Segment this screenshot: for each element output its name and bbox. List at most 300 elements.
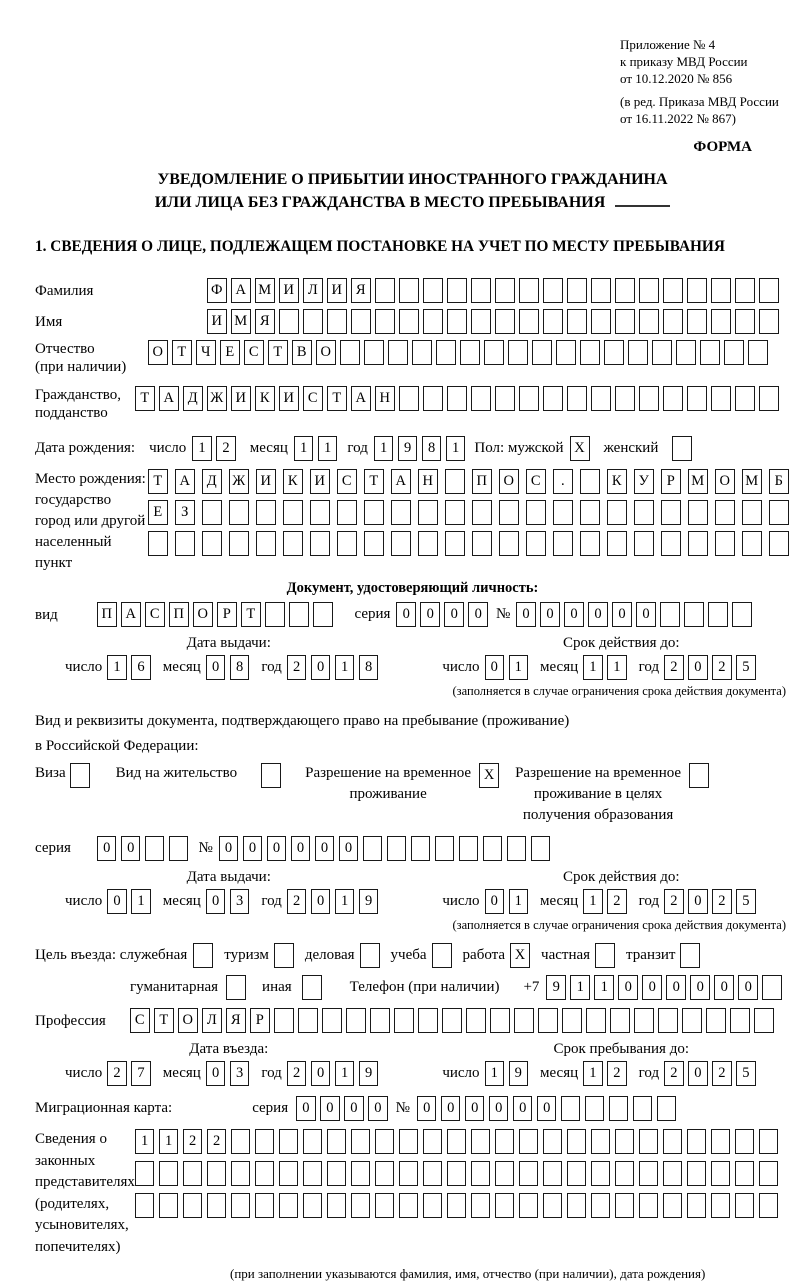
form-cell[interactable] bbox=[615, 1193, 635, 1218]
form-cell[interactable] bbox=[490, 1008, 510, 1033]
form-cell[interactable] bbox=[207, 1161, 227, 1186]
form-cell[interactable] bbox=[556, 340, 576, 365]
form-cell[interactable]: И bbox=[310, 469, 330, 494]
form-cell[interactable] bbox=[327, 1161, 347, 1186]
form-cell[interactable] bbox=[394, 1008, 414, 1033]
form-cell[interactable] bbox=[748, 340, 768, 365]
form-cell[interactable] bbox=[658, 1008, 678, 1033]
form-cell[interactable]: Т bbox=[148, 469, 168, 494]
form-cell[interactable] bbox=[607, 500, 627, 525]
form-cell[interactable] bbox=[663, 309, 683, 334]
form-cell[interactable] bbox=[423, 386, 443, 411]
form-cell[interactable] bbox=[340, 340, 360, 365]
form-cell[interactable]: 2 bbox=[287, 655, 307, 680]
form-cell[interactable] bbox=[375, 309, 395, 334]
form-cell[interactable] bbox=[471, 278, 491, 303]
form-cell[interactable] bbox=[447, 1193, 467, 1218]
form-cell[interactable]: 2 bbox=[287, 1061, 307, 1086]
form-cell[interactable] bbox=[436, 340, 456, 365]
form-cell[interactable] bbox=[519, 278, 539, 303]
form-cell[interactable]: 0 bbox=[537, 1096, 557, 1121]
form-cell[interactable] bbox=[159, 1193, 179, 1218]
form-cell[interactable]: А bbox=[391, 469, 411, 494]
form-cell[interactable]: 7 bbox=[131, 1061, 151, 1086]
form-cell[interactable] bbox=[351, 1161, 371, 1186]
form-cell[interactable] bbox=[687, 1161, 707, 1186]
form-cell[interactable] bbox=[567, 386, 587, 411]
form-cell[interactable] bbox=[735, 1193, 755, 1218]
form-cell[interactable] bbox=[634, 1008, 654, 1033]
form-cell[interactable] bbox=[769, 531, 789, 556]
form-cell[interactable] bbox=[610, 1008, 630, 1033]
form-cell[interactable] bbox=[442, 1008, 462, 1033]
form-cell[interactable]: 2 bbox=[664, 655, 684, 680]
form-cell[interactable]: 0 bbox=[311, 655, 331, 680]
form-cell[interactable] bbox=[519, 386, 539, 411]
form-cell[interactable]: 1 bbox=[294, 436, 314, 461]
form-cell[interactable] bbox=[730, 1008, 750, 1033]
form-cell[interactable]: М bbox=[255, 278, 275, 303]
form-cell[interactable] bbox=[759, 1161, 779, 1186]
residence-permit-checkbox[interactable] bbox=[261, 763, 281, 788]
form-cell[interactable] bbox=[660, 602, 680, 627]
form-cell[interactable]: М bbox=[688, 469, 708, 494]
form-cell[interactable]: Т bbox=[327, 386, 347, 411]
form-cell[interactable]: 0 bbox=[107, 889, 127, 914]
form-cell[interactable] bbox=[364, 340, 384, 365]
form-cell[interactable]: О bbox=[715, 469, 735, 494]
form-cell[interactable] bbox=[567, 1193, 587, 1218]
form-cell[interactable] bbox=[447, 386, 467, 411]
form-cell[interactable]: Н bbox=[375, 386, 395, 411]
form-cell[interactable] bbox=[364, 500, 384, 525]
form-cell[interactable]: 3 bbox=[230, 889, 250, 914]
form-cell[interactable] bbox=[688, 500, 708, 525]
form-cell[interactable]: 0 bbox=[420, 602, 440, 627]
form-cell[interactable] bbox=[508, 340, 528, 365]
form-cell[interactable] bbox=[688, 531, 708, 556]
form-cell[interactable] bbox=[175, 531, 195, 556]
form-cell[interactable] bbox=[471, 386, 491, 411]
form-cell[interactable]: 2 bbox=[216, 436, 236, 461]
form-cell[interactable]: С bbox=[303, 386, 323, 411]
form-cell[interactable] bbox=[526, 531, 546, 556]
form-cell[interactable] bbox=[310, 500, 330, 525]
form-cell[interactable]: Н bbox=[418, 469, 438, 494]
form-cell[interactable] bbox=[567, 1161, 587, 1186]
form-cell[interactable] bbox=[543, 1193, 563, 1218]
form-cell[interactable]: 0 bbox=[489, 1096, 509, 1121]
sex-female-checkbox[interactable] bbox=[672, 436, 692, 461]
form-cell[interactable]: М bbox=[231, 309, 251, 334]
form-cell[interactable]: 0 bbox=[690, 975, 710, 1000]
form-cell[interactable] bbox=[351, 1129, 371, 1154]
form-cell[interactable] bbox=[732, 602, 752, 627]
form-cell[interactable]: 9 bbox=[509, 1061, 529, 1086]
form-cell[interactable] bbox=[391, 531, 411, 556]
form-cell[interactable] bbox=[759, 309, 779, 334]
form-cell[interactable] bbox=[735, 309, 755, 334]
form-cell[interactable] bbox=[327, 309, 347, 334]
form-cell[interactable]: 8 bbox=[422, 436, 442, 461]
form-cell[interactable]: 0 bbox=[485, 655, 505, 680]
form-cell[interactable] bbox=[519, 1193, 539, 1218]
form-cell[interactable]: 1 bbox=[374, 436, 394, 461]
form-cell[interactable] bbox=[495, 309, 515, 334]
form-cell[interactable] bbox=[399, 386, 419, 411]
form-cell[interactable] bbox=[676, 340, 696, 365]
form-cell[interactable]: 0 bbox=[516, 602, 536, 627]
form-cell[interactable] bbox=[604, 340, 624, 365]
form-cell[interactable] bbox=[145, 836, 165, 861]
form-cell[interactable]: Д bbox=[202, 469, 222, 494]
form-cell[interactable] bbox=[231, 1129, 251, 1154]
form-cell[interactable] bbox=[370, 1008, 390, 1033]
form-cell[interactable] bbox=[607, 531, 627, 556]
form-cell[interactable]: 9 bbox=[359, 1061, 379, 1086]
form-cell[interactable]: 2 bbox=[183, 1129, 203, 1154]
form-cell[interactable]: 8 bbox=[230, 655, 250, 680]
form-cell[interactable] bbox=[715, 531, 735, 556]
form-cell[interactable]: 0 bbox=[396, 602, 416, 627]
form-cell[interactable]: О bbox=[178, 1008, 198, 1033]
form-cell[interactable] bbox=[423, 1193, 443, 1218]
form-cell[interactable] bbox=[759, 278, 779, 303]
form-cell[interactable] bbox=[661, 531, 681, 556]
form-cell[interactable] bbox=[375, 278, 395, 303]
form-cell[interactable]: И bbox=[279, 386, 299, 411]
form-cell[interactable] bbox=[700, 340, 720, 365]
form-cell[interactable] bbox=[399, 1193, 419, 1218]
form-cell[interactable] bbox=[735, 386, 755, 411]
form-cell[interactable]: 0 bbox=[564, 602, 584, 627]
form-cell[interactable] bbox=[585, 1096, 605, 1121]
form-cell[interactable] bbox=[255, 1129, 275, 1154]
form-cell[interactable]: 1 bbox=[583, 1061, 603, 1086]
form-cell[interactable]: 2 bbox=[664, 1061, 684, 1086]
form-cell[interactable]: Я bbox=[351, 278, 371, 303]
form-cell[interactable]: 0 bbox=[243, 836, 263, 861]
form-cell[interactable] bbox=[337, 531, 357, 556]
form-cell[interactable] bbox=[423, 309, 443, 334]
form-cell[interactable] bbox=[682, 1008, 702, 1033]
form-cell[interactable] bbox=[639, 1129, 659, 1154]
form-cell[interactable] bbox=[553, 500, 573, 525]
form-cell[interactable]: 9 bbox=[359, 889, 379, 914]
form-cell[interactable]: Т bbox=[154, 1008, 174, 1033]
form-cell[interactable]: Р bbox=[250, 1008, 270, 1033]
form-cell[interactable] bbox=[183, 1161, 203, 1186]
form-cell[interactable]: 0 bbox=[339, 836, 359, 861]
form-cell[interactable]: Т bbox=[241, 602, 261, 627]
form-cell[interactable] bbox=[363, 836, 383, 861]
form-cell[interactable]: 1 bbox=[570, 975, 590, 1000]
form-cell[interactable]: 8 bbox=[359, 655, 379, 680]
form-cell[interactable] bbox=[514, 1008, 534, 1033]
visa-checkbox[interactable] bbox=[70, 763, 90, 788]
form-cell[interactable] bbox=[327, 1193, 347, 1218]
form-cell[interactable]: 0 bbox=[485, 889, 505, 914]
form-cell[interactable] bbox=[661, 500, 681, 525]
form-cell[interactable]: 2 bbox=[712, 889, 732, 914]
form-cell[interactable]: . bbox=[553, 469, 573, 494]
form-cell[interactable]: Я bbox=[255, 309, 275, 334]
form-cell[interactable]: 0 bbox=[441, 1096, 461, 1121]
form-cell[interactable]: 1 bbox=[446, 436, 466, 461]
form-cell[interactable] bbox=[447, 309, 467, 334]
form-cell[interactable] bbox=[499, 500, 519, 525]
form-cell[interactable] bbox=[135, 1193, 155, 1218]
form-cell[interactable] bbox=[591, 309, 611, 334]
form-cell[interactable] bbox=[591, 386, 611, 411]
form-cell[interactable] bbox=[303, 309, 323, 334]
form-cell[interactable] bbox=[265, 602, 285, 627]
form-cell[interactable]: 5 bbox=[736, 1061, 756, 1086]
form-cell[interactable] bbox=[283, 500, 303, 525]
form-cell[interactable] bbox=[687, 1193, 707, 1218]
form-cell[interactable] bbox=[711, 278, 731, 303]
form-cell[interactable] bbox=[399, 1161, 419, 1186]
form-cell[interactable] bbox=[762, 975, 782, 1000]
form-cell[interactable] bbox=[615, 278, 635, 303]
form-cell[interactable]: Е bbox=[220, 340, 240, 365]
purpose-official-checkbox[interactable] bbox=[193, 943, 213, 968]
form-cell[interactable] bbox=[183, 1193, 203, 1218]
form-cell[interactable] bbox=[715, 500, 735, 525]
form-cell[interactable] bbox=[375, 1129, 395, 1154]
form-cell[interactable]: 1 bbox=[509, 889, 529, 914]
form-cell[interactable]: 0 bbox=[121, 836, 141, 861]
form-cell[interactable]: 0 bbox=[311, 889, 331, 914]
form-cell[interactable] bbox=[483, 836, 503, 861]
form-cell[interactable] bbox=[495, 1193, 515, 1218]
form-cell[interactable] bbox=[591, 1129, 611, 1154]
form-cell[interactable]: Т bbox=[135, 386, 155, 411]
form-cell[interactable] bbox=[303, 1161, 323, 1186]
form-cell[interactable]: С bbox=[145, 602, 165, 627]
form-cell[interactable] bbox=[418, 531, 438, 556]
form-cell[interactable]: А bbox=[231, 278, 251, 303]
form-cell[interactable]: 0 bbox=[688, 655, 708, 680]
form-cell[interactable] bbox=[580, 469, 600, 494]
form-cell[interactable] bbox=[639, 309, 659, 334]
form-cell[interactable]: 1 bbox=[335, 655, 355, 680]
form-cell[interactable] bbox=[435, 836, 455, 861]
form-cell[interactable]: 0 bbox=[468, 602, 488, 627]
form-cell[interactable]: 1 bbox=[131, 889, 151, 914]
form-cell[interactable] bbox=[391, 500, 411, 525]
form-cell[interactable]: 0 bbox=[206, 889, 226, 914]
form-cell[interactable] bbox=[532, 340, 552, 365]
form-cell[interactable] bbox=[460, 340, 480, 365]
form-cell[interactable] bbox=[313, 602, 333, 627]
form-cell[interactable] bbox=[471, 309, 491, 334]
form-cell[interactable] bbox=[229, 500, 249, 525]
form-cell[interactable] bbox=[609, 1096, 629, 1121]
form-cell[interactable] bbox=[687, 1129, 707, 1154]
form-cell[interactable] bbox=[399, 278, 419, 303]
form-cell[interactable] bbox=[255, 1193, 275, 1218]
form-cell[interactable] bbox=[652, 340, 672, 365]
form-cell[interactable] bbox=[507, 836, 527, 861]
form-cell[interactable] bbox=[279, 1193, 299, 1218]
form-cell[interactable] bbox=[591, 1161, 611, 1186]
form-cell[interactable] bbox=[495, 278, 515, 303]
form-cell[interactable] bbox=[657, 1096, 677, 1121]
form-cell[interactable] bbox=[207, 1193, 227, 1218]
form-cell[interactable] bbox=[364, 531, 384, 556]
form-cell[interactable]: Т bbox=[268, 340, 288, 365]
form-cell[interactable]: Ф bbox=[207, 278, 227, 303]
form-cell[interactable] bbox=[639, 278, 659, 303]
form-cell[interactable] bbox=[567, 278, 587, 303]
form-cell[interactable] bbox=[471, 1193, 491, 1218]
form-cell[interactable] bbox=[684, 602, 704, 627]
form-cell[interactable] bbox=[580, 531, 600, 556]
form-cell[interactable]: 0 bbox=[588, 602, 608, 627]
form-cell[interactable] bbox=[754, 1008, 774, 1033]
form-cell[interactable] bbox=[735, 278, 755, 303]
form-cell[interactable] bbox=[387, 836, 407, 861]
form-cell[interactable] bbox=[303, 1193, 323, 1218]
form-cell[interactable] bbox=[711, 386, 731, 411]
form-cell[interactable] bbox=[519, 1129, 539, 1154]
form-cell[interactable] bbox=[759, 1129, 779, 1154]
form-cell[interactable] bbox=[543, 1161, 563, 1186]
purpose-private-checkbox[interactable] bbox=[595, 943, 615, 968]
form-cell[interactable]: 0 bbox=[636, 602, 656, 627]
form-cell[interactable] bbox=[615, 386, 635, 411]
form-cell[interactable] bbox=[711, 1193, 731, 1218]
form-cell[interactable] bbox=[256, 500, 276, 525]
form-cell[interactable] bbox=[231, 1193, 251, 1218]
form-cell[interactable]: Ж bbox=[229, 469, 249, 494]
form-cell[interactable] bbox=[561, 1096, 581, 1121]
form-cell[interactable]: К bbox=[283, 469, 303, 494]
purpose-business-checkbox[interactable] bbox=[360, 943, 380, 968]
form-cell[interactable] bbox=[495, 1129, 515, 1154]
form-cell[interactable]: С bbox=[526, 469, 546, 494]
form-cell[interactable] bbox=[615, 309, 635, 334]
form-cell[interactable] bbox=[711, 1161, 731, 1186]
form-cell[interactable] bbox=[423, 1129, 443, 1154]
form-cell[interactable] bbox=[639, 1161, 659, 1186]
form-cell[interactable] bbox=[495, 386, 515, 411]
form-cell[interactable] bbox=[471, 1129, 491, 1154]
form-cell[interactable]: 0 bbox=[311, 1061, 331, 1086]
form-cell[interactable] bbox=[591, 278, 611, 303]
form-cell[interactable] bbox=[759, 386, 779, 411]
form-cell[interactable] bbox=[526, 500, 546, 525]
form-cell[interactable]: 1 bbox=[583, 889, 603, 914]
form-cell[interactable] bbox=[289, 602, 309, 627]
form-cell[interactable]: К bbox=[255, 386, 275, 411]
form-cell[interactable]: В bbox=[292, 340, 312, 365]
form-cell[interactable]: 2 bbox=[664, 889, 684, 914]
form-cell[interactable] bbox=[711, 1129, 731, 1154]
form-cell[interactable]: 0 bbox=[642, 975, 662, 1000]
form-cell[interactable]: 0 bbox=[296, 1096, 316, 1121]
form-cell[interactable] bbox=[495, 1161, 515, 1186]
form-cell[interactable] bbox=[231, 1161, 251, 1186]
form-cell[interactable] bbox=[759, 1193, 779, 1218]
form-cell[interactable]: Я bbox=[226, 1008, 246, 1033]
form-cell[interactable] bbox=[724, 340, 744, 365]
form-cell[interactable]: О bbox=[148, 340, 168, 365]
form-cell[interactable] bbox=[615, 1129, 635, 1154]
form-cell[interactable] bbox=[202, 531, 222, 556]
form-cell[interactable]: К bbox=[607, 469, 627, 494]
form-cell[interactable] bbox=[472, 531, 492, 556]
form-cell[interactable]: О bbox=[193, 602, 213, 627]
form-cell[interactable] bbox=[735, 1161, 755, 1186]
form-cell[interactable] bbox=[586, 1008, 606, 1033]
form-cell[interactable]: Ж bbox=[207, 386, 227, 411]
form-cell[interactable] bbox=[418, 500, 438, 525]
form-cell[interactable] bbox=[562, 1008, 582, 1033]
form-cell[interactable]: Е bbox=[148, 500, 168, 525]
form-cell[interactable]: 2 bbox=[607, 1061, 627, 1086]
form-cell[interactable]: П bbox=[169, 602, 189, 627]
form-cell[interactable] bbox=[471, 1161, 491, 1186]
form-cell[interactable]: 0 bbox=[97, 836, 117, 861]
form-cell[interactable] bbox=[279, 1161, 299, 1186]
form-cell[interactable]: 2 bbox=[207, 1129, 227, 1154]
form-cell[interactable] bbox=[543, 386, 563, 411]
form-cell[interactable]: Т bbox=[364, 469, 384, 494]
form-cell[interactable]: И bbox=[231, 386, 251, 411]
form-cell[interactable] bbox=[322, 1008, 342, 1033]
form-cell[interactable] bbox=[459, 836, 479, 861]
form-cell[interactable]: 0 bbox=[738, 975, 758, 1000]
form-cell[interactable] bbox=[445, 531, 465, 556]
form-cell[interactable] bbox=[399, 1129, 419, 1154]
form-cell[interactable]: С bbox=[244, 340, 264, 365]
form-cell[interactable]: 0 bbox=[417, 1096, 437, 1121]
form-cell[interactable]: 0 bbox=[540, 602, 560, 627]
form-cell[interactable] bbox=[663, 278, 683, 303]
form-cell[interactable] bbox=[445, 469, 465, 494]
form-cell[interactable] bbox=[255, 1161, 275, 1186]
form-cell[interactable] bbox=[553, 531, 573, 556]
form-cell[interactable] bbox=[742, 531, 762, 556]
form-cell[interactable] bbox=[135, 1161, 155, 1186]
form-cell[interactable]: А bbox=[351, 386, 371, 411]
form-cell[interactable]: 1 bbox=[107, 655, 127, 680]
form-cell[interactable] bbox=[447, 278, 467, 303]
form-cell[interactable]: 6 bbox=[131, 655, 151, 680]
form-cell[interactable] bbox=[580, 500, 600, 525]
form-cell[interactable] bbox=[351, 1193, 371, 1218]
form-cell[interactable] bbox=[274, 1008, 294, 1033]
form-cell[interactable]: 2 bbox=[712, 1061, 732, 1086]
form-cell[interactable]: И bbox=[207, 309, 227, 334]
form-cell[interactable] bbox=[445, 500, 465, 525]
temp-permit-checkbox[interactable]: X bbox=[479, 763, 499, 788]
form-cell[interactable]: Ч bbox=[196, 340, 216, 365]
form-cell[interactable] bbox=[580, 340, 600, 365]
form-cell[interactable] bbox=[303, 1129, 323, 1154]
form-cell[interactable]: И bbox=[256, 469, 276, 494]
form-cell[interactable] bbox=[663, 1129, 683, 1154]
form-cell[interactable]: П bbox=[97, 602, 117, 627]
form-cell[interactable]: 1 bbox=[607, 655, 627, 680]
form-cell[interactable] bbox=[412, 340, 432, 365]
form-cell[interactable] bbox=[711, 309, 731, 334]
form-cell[interactable]: С bbox=[337, 469, 357, 494]
form-cell[interactable] bbox=[388, 340, 408, 365]
form-cell[interactable]: У bbox=[634, 469, 654, 494]
